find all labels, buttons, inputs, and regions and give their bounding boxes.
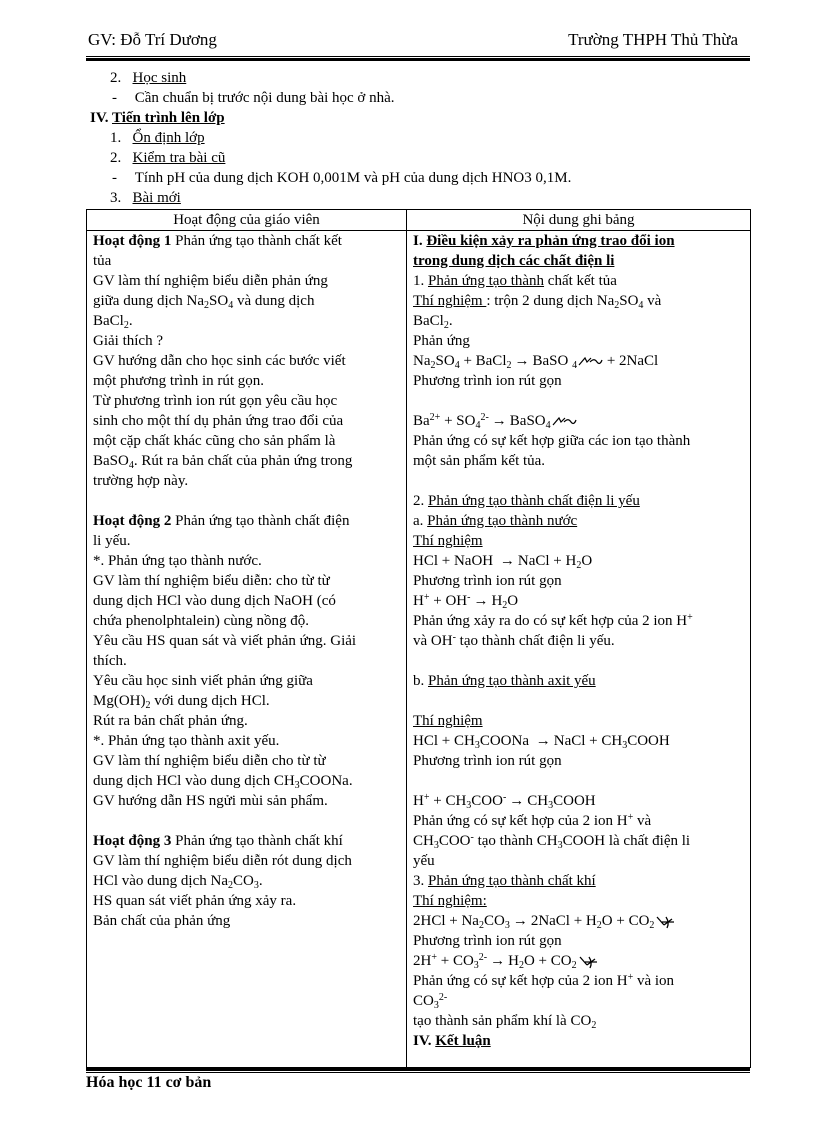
text-line: tạo thành sản phẩm khí là $CO_2$ bbox=[413, 1013, 597, 1031]
text-line: Từ phương trình ion rút gọn yêu cầu học bbox=[93, 393, 338, 409]
text-line: tủa bbox=[93, 253, 112, 269]
equation-line: $2H^+ + CO_3^{2-} \to H_2O + CO_2$ bbox=[413, 951, 744, 971]
equation-line: $H^+ + OH^- \to H_2O$ bbox=[413, 592, 519, 611]
intro-item-kiem-tra: 2. Kiểm tra bài cũ bbox=[110, 150, 226, 166]
intro-item-chuan-bi: - Cần chuẩn bị trước nội dung bài học ở nhà. bbox=[112, 90, 395, 106]
text-line: *. Phản ứng tạo thành axit yếu. bbox=[93, 733, 280, 749]
conclusion-heading: IV. Kết luận bbox=[413, 1033, 491, 1049]
equation-line: HCl + NaOH → NaCl + $H_2O$ bbox=[413, 553, 593, 571]
equation-line: $2HCl + Na_2CO_3$ → 2NaCl + $H_2O + CO_2$ bbox=[413, 911, 744, 931]
blank-line bbox=[93, 491, 400, 511]
text-line: Thí nghiệm bbox=[413, 533, 483, 549]
blank-line bbox=[413, 471, 744, 491]
text-line: giữa dung dịch $Na_2SO_4$ và dung dịch bbox=[93, 293, 315, 311]
text-line: $CO_3^{2-}$ bbox=[413, 992, 448, 1011]
text-line: GV hướng dẫn HS ngửi mùi sản phẩm. bbox=[93, 793, 328, 809]
arrow-icon: → bbox=[499, 553, 515, 569]
text-line: một phương trình in rút gọn. bbox=[93, 373, 265, 389]
arrow-icon: → bbox=[490, 953, 506, 969]
text-line: một sản phẩm kết tủa. bbox=[413, 453, 546, 469]
text-line: 1. Phản ứng tạo thành chất kết tủa bbox=[413, 273, 617, 289]
text-line: yếu bbox=[413, 853, 435, 869]
text-line: dung dịch HCl vào dung dịch $CH_3COONa$. bbox=[93, 773, 353, 791]
arrow-icon: → bbox=[509, 793, 525, 809]
page-footer: Hóa học 11 cơ bản bbox=[86, 1074, 212, 1091]
text-line: Thí nghiệm bbox=[413, 713, 483, 729]
text-line: GV hướng dẫn cho học sinh các bước viết bbox=[93, 353, 346, 369]
intro-item-hoc-sinh: 2. Học sinh bbox=[110, 70, 187, 86]
blank-line bbox=[413, 771, 744, 791]
text-line: Phương trình ion rút gọn bbox=[413, 933, 562, 949]
text-line: GV làm thí nghiệm biểu diễn phản ứng bbox=[93, 273, 328, 289]
arrow-icon: → bbox=[512, 913, 528, 929]
text-line: Phản ứng có sự kết hợp của 2 ion H+ và bbox=[413, 812, 652, 829]
text-line: *. Phản ứng tạo thành nước. bbox=[93, 553, 262, 569]
footer-rule bbox=[86, 1068, 750, 1073]
text-line: Phản ứng xảy ra do có sự kết hợp của 2 ion H+ bbox=[413, 612, 693, 629]
text-line: HCl vào dung dịch $Na_2CO_3$. bbox=[93, 873, 263, 891]
table-header-row bbox=[87, 210, 751, 231]
activity-1-title: Hoạt động 1 Phản ứng tạo thành chất kết bbox=[93, 233, 342, 249]
arrow-icon: → bbox=[535, 733, 551, 749]
blank-line bbox=[413, 391, 744, 411]
text-line: 3. Phản ứng tạo thành chất khí bbox=[413, 873, 596, 889]
text-line: $CH_3COO^-$ tạo thành $CH_3COOH$ là chất điện li bbox=[413, 832, 691, 851]
precipitate-icon bbox=[577, 356, 603, 368]
text-line: Yêu cầu học sinh viết phản ứng giữa bbox=[93, 673, 313, 689]
text-line: Thí nghiệm: bbox=[413, 893, 487, 909]
text-line: thích. bbox=[93, 653, 127, 669]
equation-line: $H^+ + CH_3COO^-$ → $CH_3COOH$ bbox=[413, 792, 596, 811]
arrow-icon: → bbox=[514, 353, 530, 369]
text-line: BaSO$_4$. Rút ra bản chất của phản ứng trong bbox=[93, 453, 353, 471]
header-teacher: GV: Đỗ Trí Dương bbox=[88, 30, 217, 49]
precipitate-icon bbox=[551, 416, 577, 428]
activity-3-title: Hoạt động 3 Phản ứng tạo thành chất khí bbox=[93, 833, 343, 849]
teacher-activity-cell bbox=[87, 231, 407, 1068]
equation-line: $Na_2SO_4$ + BaCl$_2$ → BaSO $_4$ + 2NaCl bbox=[413, 353, 659, 371]
text-line: BaCl$_2$. bbox=[93, 313, 133, 331]
header-school: Trường THPH Thủ Thừa bbox=[568, 30, 738, 49]
arrow-icon: → bbox=[491, 413, 507, 429]
gas-icon bbox=[577, 955, 599, 969]
text-line: HS quan sát viết phản ứng xảy ra. bbox=[93, 893, 297, 909]
lesson-table bbox=[86, 209, 751, 1068]
text-line: Thí nghiệm : trộn 2 dung dịch $Na_2SO_4$ và bbox=[413, 293, 662, 311]
text-line: Phương trình ion rút gọn bbox=[413, 753, 562, 769]
activity-2-title: Hoạt động 2 Phản ứng tạo thành chất điện bbox=[93, 513, 350, 529]
text-line: sinh cho một thí dụ phản ứng trao đổi của bbox=[93, 413, 344, 429]
text-line: GV làm thí nghiệm biểu diễn cho từ từ bbox=[93, 753, 326, 769]
header-board-content: Nội dung ghi bảng bbox=[407, 210, 751, 231]
text-line: Phản ứng có sự kết hợp giữa các ion tạo thành bbox=[413, 433, 691, 449]
text-line: GV làm thí nghiệm biểu diễn rót dung dịch bbox=[93, 853, 352, 869]
page-header bbox=[86, 30, 750, 56]
text-line: BaCl$_2$. bbox=[413, 313, 453, 331]
intro-item-tinh-ph: - Tính pH của dung dịch KOH 0,001M và pH của dung dịch HNO3 0,1M. bbox=[112, 170, 572, 186]
equation-line: HCl + $CH_3COONa$ → NaCl + $CH_3COOH$ bbox=[413, 733, 670, 751]
section-i-heading-cont: trong dung dịch các chất điện li bbox=[413, 253, 615, 269]
text-line: Rút ra bản chất phản ứng. bbox=[93, 713, 248, 729]
text-line: Phương trình ion rút gọn bbox=[413, 573, 562, 589]
text-line: chứa phenolphtalein) cùng nồng độ. bbox=[93, 613, 309, 629]
text-line: một cặp chất khác cũng cho sản phẩm là bbox=[93, 433, 336, 449]
text-line: b. Phản ứng tạo thành axit yếu bbox=[413, 673, 596, 689]
blank-line bbox=[413, 691, 744, 711]
text-line: Phản ứng có sự kết hợp của 2 ion H+ và ion bbox=[413, 972, 675, 989]
text-line: Yêu cầu HS quan sát và viết phản ứng. Giải bbox=[93, 633, 357, 649]
section-i-heading: I. Điều kiện xảy ra phản ứng trao đổi ion bbox=[413, 233, 675, 249]
section-iv-heading: IV. Tiến trình lên lớp bbox=[90, 110, 225, 126]
text-line: Giải thích ? bbox=[93, 333, 163, 349]
blank-line bbox=[93, 811, 400, 831]
gas-icon bbox=[654, 915, 676, 929]
intro-item-bai-moi: 3. Bài mới bbox=[110, 190, 181, 206]
board-content-cell bbox=[407, 231, 751, 1068]
text-line: dung dịch HCl vào dung dịch NaOH (có bbox=[93, 593, 336, 609]
text-line: và OH- tạo thành chất điện li yếu. bbox=[413, 632, 615, 649]
header-rule bbox=[86, 56, 750, 61]
text-line: 2. Phản ứng tạo thành chất điện li yếu bbox=[413, 493, 640, 509]
text-line: Phương trình ion rút gọn bbox=[413, 373, 562, 389]
intro-item-on-dinh: 1. Ổn định lớp bbox=[110, 130, 205, 146]
text-line: a. Phản ứng tạo thành nước bbox=[413, 513, 578, 529]
text-line: $Mg(OH)_2$ với dung dịch HCl. bbox=[93, 693, 270, 711]
text-line: Bản chất của phản ứng bbox=[93, 913, 231, 929]
equation-line: $Ba^{2+} + SO_4^{2-}$ → BaSO$_4$ bbox=[413, 411, 744, 431]
text-line: li yếu. bbox=[93, 533, 131, 549]
text-line: Phản ứng bbox=[413, 333, 470, 349]
arrow-icon: → bbox=[473, 593, 489, 609]
table-body-row bbox=[87, 231, 751, 1068]
text-line: GV làm thí nghiệm biểu diễn: cho từ từ bbox=[93, 573, 330, 589]
blank-line bbox=[413, 651, 744, 671]
text-line: trường hợp này. bbox=[93, 473, 189, 489]
header-teacher-activity: Hoạt động của giáo viên bbox=[87, 210, 407, 231]
